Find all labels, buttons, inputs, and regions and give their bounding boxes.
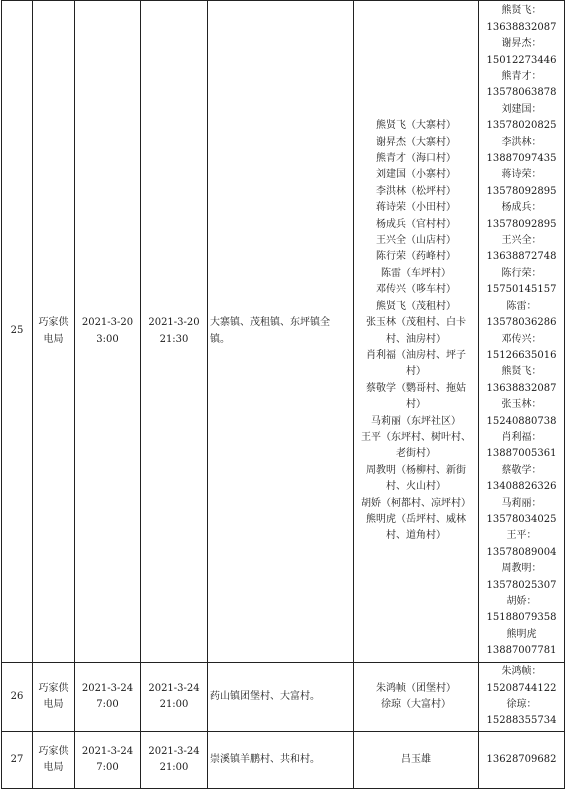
contact-phone-cell-line: 15288355734 <box>486 715 557 727</box>
contact-phone-cell-line: 刘建国： <box>501 103 542 115</box>
contact-phone-cell-line: 杨成兵： <box>501 202 542 214</box>
table-row <box>2 1 565 663</box>
contact-person-cell-line: 村） <box>406 399 426 411</box>
contact-phone-cell-line: 15750145157 <box>486 284 557 296</box>
contact-phone-cell-line: 13638832087 <box>486 21 557 33</box>
contact-phone-cell-line: 熊贤飞： <box>501 5 542 17</box>
contact-person-cell-line: 吕玉雄 <box>401 753 431 765</box>
contact-phone-cell-line: 13578092895 <box>486 185 557 197</box>
contact-phone-cell-line: 马莉丽： <box>501 497 542 509</box>
unit-cell-line: 电局 <box>43 762 64 773</box>
table-row <box>2 732 565 789</box>
end-time-cell <box>141 732 208 789</box>
start-time-cell-line: 7:00 <box>96 762 119 773</box>
contact-phone-cell-line: 13887007781 <box>486 645 557 657</box>
contact-phone-cell-line: 15012273446 <box>486 54 557 66</box>
start-time-cell <box>75 663 141 732</box>
contact-person-cell-line: 蒋诗荣（小田村） <box>376 202 456 214</box>
contact-person-cell-line: 陈行荣（药峰村） <box>376 251 456 263</box>
start-time-cell-line: 2021-3-24 <box>81 682 134 694</box>
contact-phone-cell-line: 13578092895 <box>486 218 557 230</box>
contact-person-cell-line: 胡娇（柯都村、凉坪村） <box>361 497 471 509</box>
unit-cell-line: 巧家供 <box>38 682 69 694</box>
contact-phone-cell-line: 王兴全： <box>501 235 542 247</box>
row-number-cell: 27 <box>2 732 33 789</box>
unit-cell-line: 电局 <box>43 333 64 345</box>
contact-person-cell-line: 蔡敬学（鹦哥村、拖姑 <box>366 382 466 394</box>
contact-phone-cell-line: 肖利福： <box>501 431 542 443</box>
contact-person-cell <box>354 1 479 663</box>
outage-area-cell <box>208 732 354 789</box>
contact-phone-cell-line: 李洪林： <box>501 136 542 148</box>
row-number-cell: 26 <box>2 663 33 732</box>
contact-phone-cell-line: 13578063878 <box>486 87 557 99</box>
contact-phone-cell-line: 13578034025 <box>486 513 557 525</box>
contact-person-cell <box>354 732 479 789</box>
end-time-cell-line: 21:00 <box>159 762 189 773</box>
contact-person-cell-line: 村） <box>406 366 426 378</box>
contact-person-cell-line: 李洪林（松坪村） <box>376 185 456 197</box>
contact-phone-cell-line: 13638832087 <box>486 382 557 394</box>
unit-cell <box>33 1 75 663</box>
contact-person-cell-line: 王平（东坪村、树叶村、 <box>361 431 471 443</box>
contact-phone-cell-line: 15240880738 <box>486 415 557 427</box>
contact-phone-cell-line: 朱鸿帧： <box>501 666 542 678</box>
contact-person-cell <box>354 663 479 732</box>
start-time-cell <box>75 1 141 663</box>
contact-phone-cell-line: 13887097435 <box>486 153 557 165</box>
contact-person-cell-line: 谢昇杰（大寨村） <box>376 136 456 148</box>
contact-phone-cell-line: 15126635016 <box>486 349 557 361</box>
contact-person-cell-line: 杨成兵（官村村） <box>376 218 456 230</box>
contact-person-cell-line: 邓传兴（哆车村） <box>376 284 456 296</box>
end-time-cell-line: 21:00 <box>159 699 189 710</box>
unit-cell-line: 巧家供 <box>38 317 69 329</box>
end-time-cell-line: 2021-3-24 <box>148 682 200 694</box>
unit-cell-line: 巧家供 <box>38 745 69 757</box>
outage-area-cell-line: 镇。 <box>210 333 230 345</box>
outage-area-cell-line: 崇溪镇羊鹏村、共和村。 <box>210 753 320 765</box>
contact-phone-cell-line: 15208744122 <box>486 682 557 694</box>
contact-phone-cell-line: 徐琼： <box>506 699 537 710</box>
contact-phone-cell-line: 蔡敬学： <box>501 464 542 476</box>
contact-person-cell-line: 徐琼（大富村） <box>381 699 451 710</box>
contact-phone-cell-line: 13578020825 <box>486 120 557 132</box>
end-time-cell-line: 2021-3-24 <box>148 745 200 757</box>
contact-phone-cell-line: 13887005361 <box>486 448 557 460</box>
contact-phone-cell-line: 胡娇： <box>506 596 537 607</box>
contact-phone-cell-line: 蒋诗荣： <box>501 169 542 181</box>
contact-person-cell-line: 朱鸿帧（团堡村） <box>376 682 456 694</box>
contact-phone-cell-line: 13578089004 <box>486 546 557 558</box>
contact-person-cell-line: 熊青才（海口村） <box>376 153 456 165</box>
contact-phone-cell <box>479 663 565 732</box>
contact-person-cell-line: 熊贤飞（大寨村） <box>376 120 456 132</box>
contact-person-cell-line: 老街村） <box>396 448 436 460</box>
contact-phone-cell-line: 13578025307 <box>486 579 557 591</box>
contact-phone-cell-line: 陈雷： <box>506 300 537 312</box>
outage-area-cell-line: 药山镇团堡村、大富村。 <box>210 690 320 702</box>
contact-person-cell-line: 熊贤飞（茂租村） <box>376 300 456 312</box>
end-time-cell <box>141 1 208 663</box>
start-time-cell-line: 2021-3-20 <box>81 317 134 329</box>
contact-person-cell-line: 陈雷（车坪村） <box>381 267 451 279</box>
contact-phone-cell-line: 王平： <box>506 530 537 542</box>
start-time-cell-line: 2021-3-24 <box>81 745 134 757</box>
table-body <box>2 1 565 789</box>
contact-phone-cell-line: 陈行荣： <box>501 267 542 279</box>
contact-phone-cell-line: 13638872748 <box>486 251 557 263</box>
end-time-cell-line: 2021-3-20 <box>148 317 200 329</box>
outage-schedule-table <box>1 0 565 789</box>
contact-person-cell-line: 周教明（杨柳村、新街 <box>366 464 466 476</box>
contact-phone-cell-line: 13408826326 <box>486 481 557 493</box>
contact-phone-cell <box>479 732 565 789</box>
contact-phone-cell <box>479 1 565 663</box>
unit-cell <box>33 663 75 732</box>
contact-person-cell-line: 马莉丽（东坪社区） <box>371 415 461 427</box>
unit-cell-line: 电局 <box>43 699 64 710</box>
contact-phone-cell-line: 熊贤飞： <box>501 366 542 378</box>
table-row <box>2 663 565 732</box>
end-time-cell-line: 21:30 <box>159 333 189 345</box>
start-time-cell-line: 7:00 <box>96 699 119 710</box>
outage-area-cell <box>208 663 354 732</box>
contact-phone-cell-line: 周教明： <box>501 563 542 575</box>
contact-phone-cell-line: 13578036286 <box>486 317 557 329</box>
contact-person-cell-line: 张玉林（茂租村、白卡 <box>366 317 466 329</box>
contact-person-cell-line: 王兴全（山店村） <box>376 235 456 247</box>
row-number-cell: 25 <box>2 1 33 663</box>
start-time-cell <box>75 732 141 789</box>
contact-phone-cell-line: 熊青才： <box>501 71 542 82</box>
contact-person-cell-line: 刘建国（小寨村） <box>376 169 456 181</box>
contact-person-cell-line: 熊明虎（岳坪村、威林 <box>366 513 466 525</box>
end-time-cell <box>141 663 208 732</box>
unit-cell <box>33 732 75 789</box>
contact-person-cell-line: 村、火山村） <box>386 481 446 493</box>
contact-phone-cell-line: 张玉林： <box>501 399 542 411</box>
start-time-cell-line: 3:00 <box>96 333 119 345</box>
contact-person-cell-line: 肖利福（油房村、坪子 <box>366 349 466 361</box>
contact-phone-cell-line: 邓传兴： <box>501 333 542 345</box>
contact-person-cell-line: 村、油房村） <box>386 333 446 345</box>
contact-person-cell-line: 村、道角村） <box>386 530 446 542</box>
contact-phone-cell-line: 熊明虎 <box>506 628 537 640</box>
contact-phone-cell-line: 15188079358 <box>486 612 557 624</box>
contact-phone-cell-line: 谢昇杰： <box>501 38 542 50</box>
outage-area-cell <box>208 1 354 663</box>
contact-phone-cell-line: 13628709682 <box>486 753 557 765</box>
outage-area-cell-line: 大寨镇、茂租镇、东坪镇全 <box>210 317 330 329</box>
